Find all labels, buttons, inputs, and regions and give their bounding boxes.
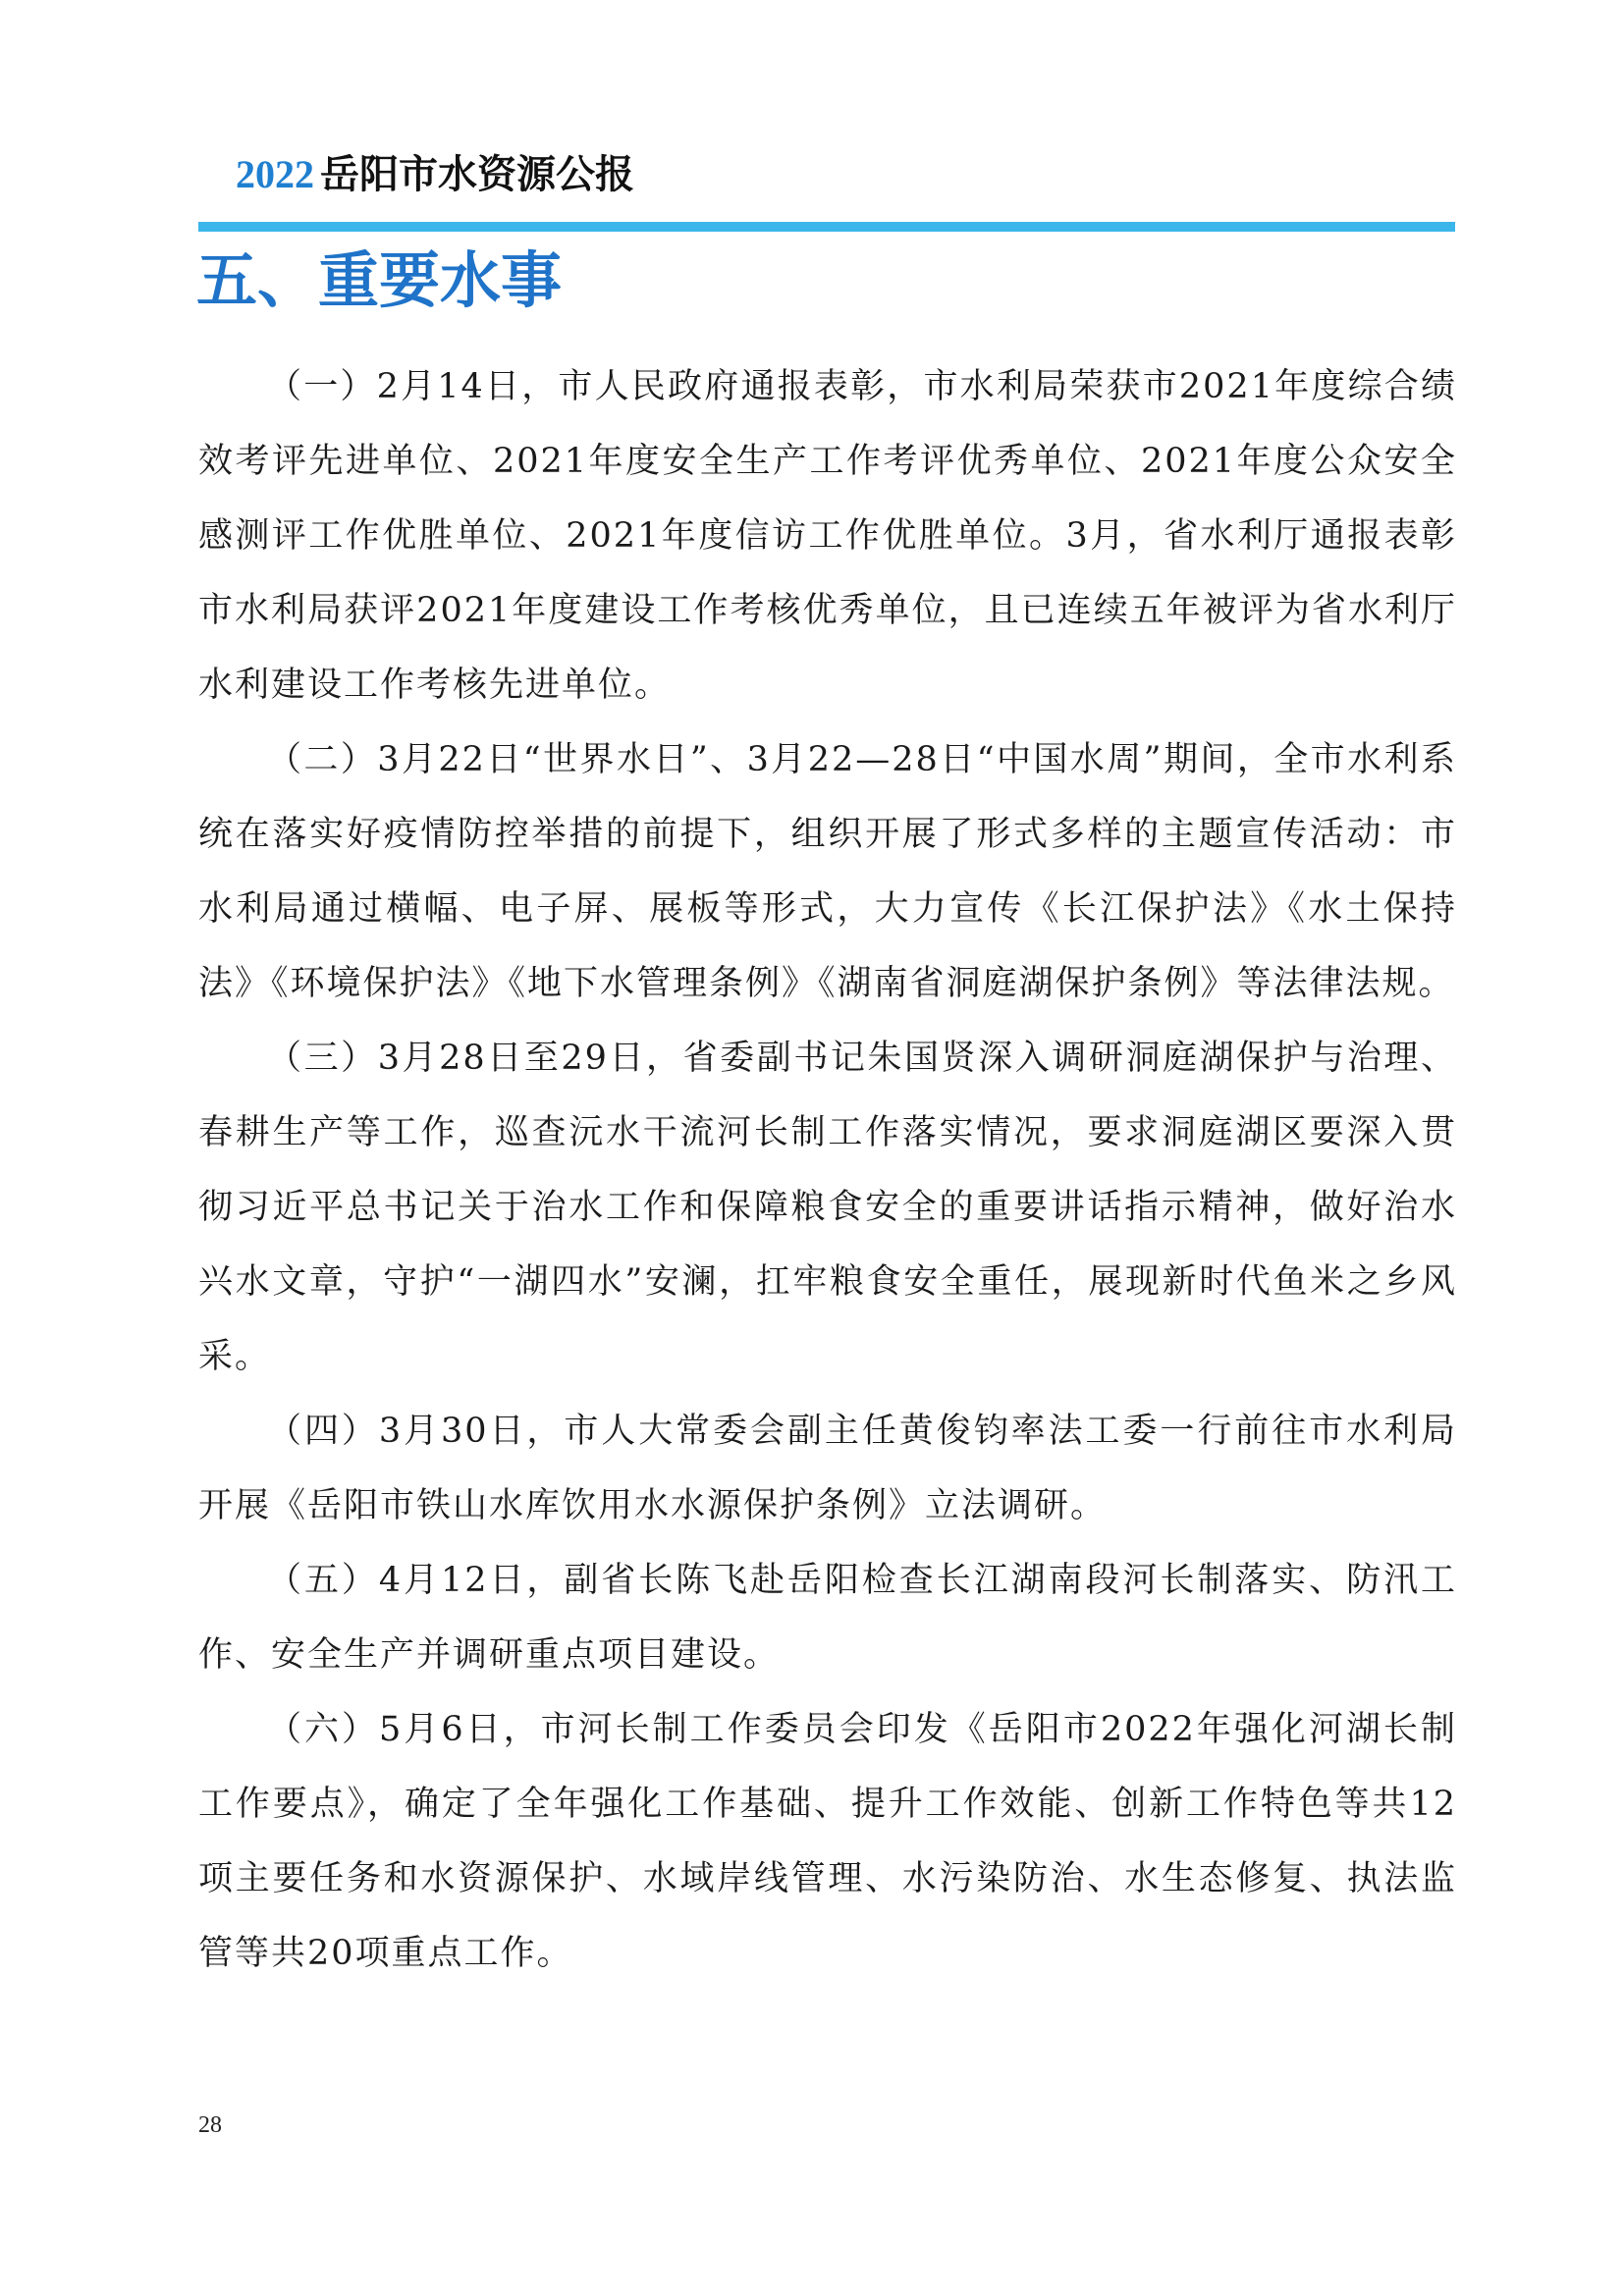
paragraph-2: （二）3月22日“世界水日”、3月22—28日“中国水周”期间，全市水利系统在落实好疫情防控举措的前提下，组织开展了形式多样的主题宣传活动：市水利局通过横幅、电子屏、展板等形式，大力宣传《长江保护法》《水土保持法》《环境保护法》《地下水管理条例》《湖南省洞庭湖保护条例》等法律法规。 — [198, 740, 1457, 1003]
paragraph-3: （三）3月28日至29日，省委副书记朱国贤深入调研洞庭湖保护与治理、春耕生产等工作，巡查沅水干流河长制工作落实情况，要求洞庭湖区要深入贯彻习近平总书记关于治水工作和保障粮食安全的重要讲话指示精神，做好治水兴水文章，守护“一湖四水”安澜，扛牢粮食安全重任，展现新时代鱼米之乡风采。 — [198, 1039, 1457, 1376]
report-year: 2022 — [236, 152, 314, 196]
header-divider — [198, 222, 1455, 232]
paragraph-6: （六）5月6日，市河长制工作委员会印发《岳阳市2022年强化河湖长制工作要点》，确定了全年强化工作基础、提升工作效能、创新工作特色等共12项主要任务和水资源保护、水域岸线管理、水污染防治、水生态修复、执法监管等共20项重点工作。 — [198, 1710, 1457, 1973]
paragraph-1: （一）2月14日，市人民政府通报表彰，市水利局荣获市2021年度综合绩效考评先进单位、2021年度安全生产工作考评优秀单位、2021年度公众安全感测评工作优胜单位、2021年度信访工作优胜单位。3月，省水利厅通报表彰市水利局获评2021年度建设工作考核优秀单位，且已连续五年被评为省水利厅水利建设工作考核先进单位。 — [198, 367, 1457, 705]
paragraph-5: （五）4月12日，副省长陈飞赴岳阳检查长江湖南段河长制落实、防汛工作、安全生产并调研重点项目建设。 — [198, 1561, 1457, 1675]
page-number: 28 — [198, 2112, 222, 2138]
report-header — [236, 152, 634, 197]
report-name: 岳阳市水资源公报 — [320, 152, 634, 197]
body-text — [198, 349, 1457, 1991]
paragraph-4: （四）3月30日，市人大常委会副主任黄俊钧率法工委一行前往市水利局开展《岳阳市铁山水库饮用水水源保护条例》立法调研。 — [198, 1412, 1457, 1525]
section-title: 五、重要水事 — [196, 244, 563, 316]
